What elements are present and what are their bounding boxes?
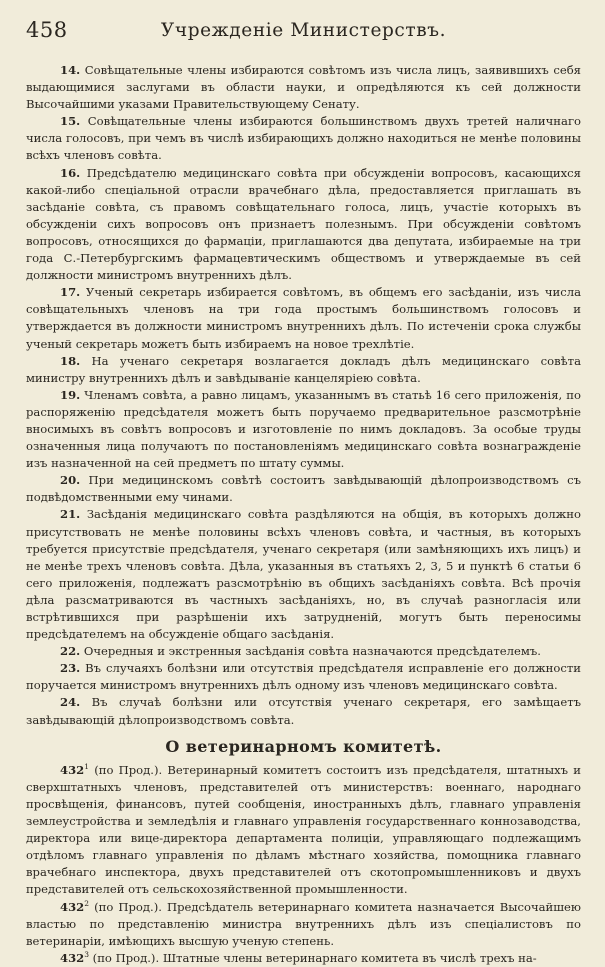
article-paragraph: [26, 472, 581, 506]
section-heading: О ветеринарномъ комитетѣ.: [165, 736, 442, 756]
articles-veterinary-committee: [26, 762, 581, 967]
article-text: На ученаго секретаря возлагается докладъ дѣлъ медицинскаго совѣта министру внутреннихъ дѣлъ и завѣдываніе канцеляріею совѣта.: [26, 353, 581, 385]
article-number: 19.: [60, 387, 81, 402]
article-paragraph: [26, 899, 581, 950]
article-paragraph: [26, 950, 581, 967]
article-superscript: 1: [84, 761, 89, 771]
article-number: 24.: [60, 695, 81, 710]
article-paragraph: [26, 762, 581, 899]
article-number: 22.: [60, 644, 81, 659]
article-text: Очередныя и экстренныя засѣданія совѣта назначаются предсѣдателемъ.: [80, 644, 541, 659]
article-text: Засѣданія медицинскаго совѣта раздѣляются на общія, въ которыхъ должно присутствовать не менѣе половины всѣхъ членовъ совѣта, и частныя, въ которыхъ требуется присутствіе предсѣдателя, ученаго секретаря (или замѣняющихъ ихъ лицъ) и не менѣе трехъ членовъ совѣта. Дѣла, указанныя въ статьяхъ 2, 3, 5 и пунктѣ 6 статьи 6 сего приложенія, подлежатъ разсмотрѣнію въ общихъ засѣданіяхъ совѣта. Всѣ прочія дѣла разсматриваются въ частныхъ засѣданіяхъ, но, въ случаѣ разногласія или встрѣтившихся при разрѣшеніи ихъ затрудненій, могутъ быть переносимы предсѣдателемъ на обсужденіе общаго засѣданія.: [26, 507, 581, 642]
article-paragraph: [26, 506, 581, 643]
article-text: При медицинскомъ совѣтѣ состоитъ завѣдывающій дѣлопроизводствомъ съ подвѣдомственными ему чинами.: [26, 473, 581, 505]
article-paragraph: [26, 284, 581, 352]
article-text: Совѣщательные члены избираются совѣтомъ изъ числа лицъ, заявившихъ себя выдающимися заслугами въ области науки, и опредѣляются къ сей должности Высочайшими указами Правительствующему Сенату.: [26, 63, 581, 112]
article-number: 23.: [60, 661, 81, 676]
article-number: 14.: [60, 63, 81, 77]
article-number: 432: [60, 950, 85, 965]
article-number: 16.: [60, 165, 81, 180]
page-header: [26, 18, 581, 46]
article-number: 432: [60, 899, 85, 914]
article-text: (по Прод.). Предсѣдатель ветеринарнаго комитета назначается Высочайшею властью по представленію министра внутреннихъ дѣлъ изъ спеціалистовъ по ветеринаріи, имѣющихъ высшую ученую степень.: [26, 899, 581, 948]
article-text: Въ случаяхъ болѣзни или отсутствія предсѣдателя исправленіе его должности поручается министромъ внутреннихъ дѣлъ одному изъ членовъ медицинскаго совѣта.: [26, 661, 581, 693]
article-paragraph: [26, 353, 581, 387]
article-text: (по Прод.). Ветеринарный комитетъ состоитъ изъ предсѣдателя, штатныхъ и сверхштатныхъ членовъ, представителей отъ министерствъ: военнаго, народнаго просвѣщенія, финансовъ, путей сообщенія, иностранныхъ дѣлъ, главнаго управленія землеустройства и земледѣлія и главнаго управленія государственнаго коннозаводства, директора или вице-директора департамента полиціи, управляющаго подлежащимъ отдѣломъ главнаго управленія по дѣламъ мѣстнаго хозяйства, помощника главнаго врачебнаго инспектора, двухъ представителей отъ скотопромышленниковъ и двухъ представителей отъ сельскохозяйственной промышленности.: [26, 762, 581, 897]
article-number: 432: [60, 762, 85, 777]
running-title: Учрежденіе Министерствъ.: [160, 20, 447, 41]
article-text: Предсѣдателю медицинскаго совѣта при обсужденіи вопросовъ, касающихся какой-либо спеціальной отрасли врачебнаго дѣла, предоставляется приглашать въ засѣданіе совѣта, съ правомъ совѣщательнаго голоса, лицъ, участіе которыхъ въ обсужденіи сихъ вопросовъ онъ признаетъ полезнымъ. При обсужденіи совѣтомъ вопросовъ, относящихся до фармаціи, приглашаются два депутата, избираемые на три года С.-Петербургскимъ фармацевтическимъ обществомъ и утверждаемые въ сей должности министромъ внутреннихъ дѣлъ.: [26, 165, 581, 283]
page-number: 458: [26, 18, 68, 42]
article-paragraph: [26, 62, 581, 113]
article-superscript: 2: [84, 898, 89, 908]
article-text: Совѣщательные члены избираются большинствомъ двухъ третей наличнаго числа голосовъ, при чемъ въ числѣ избирающихъ должно находиться не менѣе половины всѣхъ членовъ совѣта.: [26, 114, 581, 163]
article-text: (по Прод.). Штатные члены ветеринарнаго комитета въ числѣ трехъ на-: [88, 950, 537, 965]
article-number: 15.: [60, 114, 81, 129]
article-paragraph: [26, 694, 581, 728]
article-number: 17.: [60, 285, 81, 300]
article-number: 20.: [60, 473, 81, 488]
body-text: [26, 62, 581, 967]
article-text: Ученый секретарь избирается совѣтомъ, въ общемъ его засѣданіи, изъ числа совѣщательныхъ членовъ на три года простымъ большинствомъ голосовъ и утверждается въ должности министромъ внутреннихъ дѣлъ. По истеченіи срока службы ученый секретарь можетъ быть избираемъ на новое трехлѣтіе.: [26, 285, 581, 351]
article-text: Членамъ совѣта, а равно лицамъ, указаннымъ въ статьѣ 16 сего приложенія, по распоряженію предсѣдателя можетъ быть поручаемо предварительное разсмотрѣніе вносимыхъ въ совѣтъ вопросовъ и изготовленіе по нимъ докладовъ. За особые труды означенныя лица получаютъ по постановленіямъ медицинскаго совѣта вознагражденіе изъ назначенной на сей предметъ по штату суммы.: [26, 387, 581, 471]
article-paragraph: [26, 660, 581, 694]
article-paragraph: [26, 387, 581, 472]
article-number: 21.: [60, 507, 81, 522]
article-text: Въ случаѣ болѣзни или отсутствія ученаго секретаря, его замѣщаетъ завѣдывающій дѣлопроизводствомъ совѣта.: [26, 695, 581, 727]
article-number: 18.: [60, 353, 81, 368]
articles-medical-council: [26, 62, 581, 729]
article-paragraph: [26, 643, 581, 660]
article-superscript: 3: [84, 949, 89, 959]
article-paragraph: [26, 113, 581, 164]
article-paragraph: [26, 165, 581, 285]
